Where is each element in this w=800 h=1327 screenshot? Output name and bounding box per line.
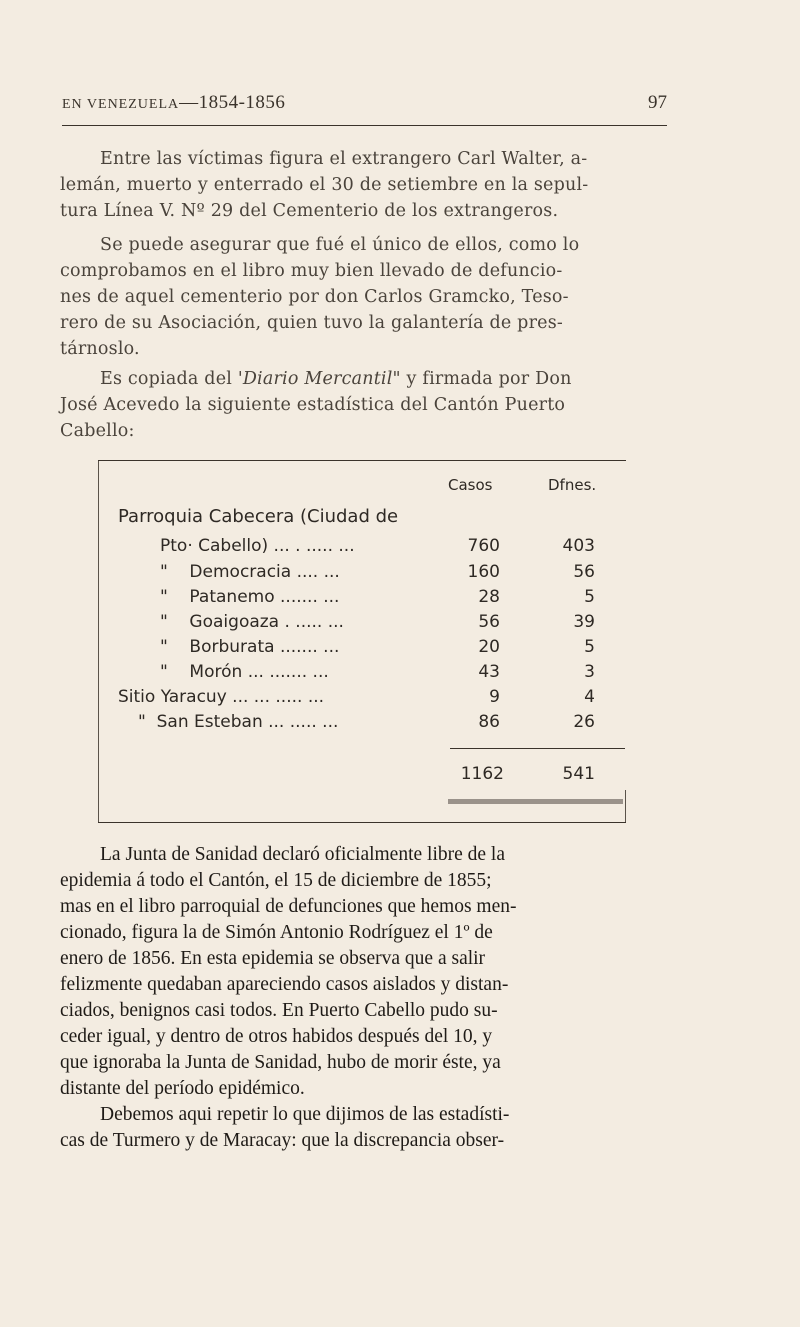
- text-line: cas de Turmero y de Maracay: que la discrepancia obser-: [60, 1130, 505, 1151]
- table-row-label: " Goaigoaza . ..... ...: [160, 612, 344, 632]
- text-line: que ignoraba la Junta de Sanidad, hubo de morir éste, ya: [60, 1052, 501, 1073]
- running-head-years: —1854-1856: [179, 92, 286, 113]
- table-top-rule: [98, 460, 626, 461]
- page-number: 97: [648, 92, 667, 113]
- table-right-edge: [625, 790, 626, 823]
- text-line: cionado, figura la de Simón Antonio Rodríguez el 1º de: [60, 922, 493, 943]
- table-cell-dfnes: 4: [584, 687, 595, 707]
- table-row-label: " San Esteban ... ..... ...: [138, 712, 339, 732]
- newspaper-title: 'Diario Mercantil": [237, 369, 401, 389]
- text-line: José Acevedo la siguiente estadística del Cantón Puerto: [60, 395, 566, 415]
- text-line: tura Línea V. Nº 29 del Cementerio de los extrangeros.: [60, 201, 559, 221]
- table-row-label: " Patanemo ....... ...: [160, 587, 340, 607]
- table-group-heading: Parroquia Cabecera (Ciudad de: [118, 506, 399, 527]
- text-line: Cabello:: [60, 421, 135, 441]
- table-row-label: " Borburata ....... ...: [160, 637, 340, 657]
- paragraph-diario: [60, 366, 670, 444]
- running-head-title: [62, 92, 285, 114]
- text-line: La Junta de Sanidad declaró oficialmente libre de la: [100, 844, 505, 865]
- text-line: enero de 1856. En esta epidemia se observa que a salir: [60, 948, 486, 969]
- table-row-label: Pto· Cabello) ... . ..... ...: [160, 536, 355, 556]
- text-line: Se puede asegurar que fué el único de ellos, como lo: [100, 235, 580, 255]
- table-cell-dfnes: 26: [573, 712, 595, 732]
- table-cell-dfnes: 5: [584, 587, 595, 607]
- paragraph-cemetery: [60, 232, 670, 362]
- table-total-casos: 1162: [460, 764, 504, 784]
- paragraph-junta: [60, 842, 675, 1102]
- table-row-label: Sitio Yaracuy ... ... ..... ...: [118, 687, 325, 707]
- table-cell-dfnes: 56: [573, 562, 595, 582]
- table-cell-dfnes: 39: [573, 612, 595, 632]
- text-line: Debemos aqui repetir lo que dijimos de las estadísti-: [100, 1104, 510, 1125]
- table-row-label: " Morón ... ....... ...: [160, 662, 329, 682]
- column-header-dfnes: Dfnes.: [548, 476, 597, 494]
- table-cell-casos: 160: [467, 562, 500, 582]
- text-run: y firmada por Don: [400, 369, 572, 389]
- table-cell-dfnes: 5: [584, 637, 595, 657]
- table-sum-rule: [450, 748, 625, 749]
- table-cell-casos: 43: [478, 662, 500, 682]
- table-cell-casos: 9: [489, 687, 500, 707]
- table-cell-casos: 28: [478, 587, 500, 607]
- text-line: ceder igual, y dentro de otros habidos después del 10, y: [60, 1026, 493, 1047]
- ink-smudge: [448, 799, 623, 804]
- table-cell-casos: 20: [478, 637, 500, 657]
- table-total-dfnes: 541: [562, 764, 595, 784]
- paragraph-walter: [60, 146, 670, 224]
- text-run: Es copiada del: [100, 369, 238, 389]
- text-line: mas en el libro parroquial de defunciones que hemos men-: [60, 896, 517, 917]
- text-line: Entre las víctimas figura el extrangero Carl Walter, a-: [100, 149, 588, 169]
- text-line: ciados, benignos casi todos. En Puerto Cabello pudo su-: [60, 1000, 498, 1021]
- text-line: epidemia á todo el Cantón, el 15 de diciembre de 1855;: [60, 870, 492, 891]
- table-bottom-rule: [98, 822, 626, 823]
- header-rule: [62, 125, 667, 126]
- table-cell-dfnes: 403: [562, 536, 595, 556]
- table-cell-casos: 760: [467, 536, 500, 556]
- paragraph-turmero: [60, 1102, 675, 1154]
- text-line: nes de aquel cementerio por don Carlos Gramcko, Teso-: [60, 287, 569, 307]
- column-header-casos: Casos: [448, 476, 493, 494]
- table-row-label: " Democracia .... ...: [160, 562, 340, 582]
- text-line: felizmente quedaban apareciendo casos aislados y distan-: [60, 974, 509, 995]
- table-cell-dfnes: 3: [584, 662, 595, 682]
- table-cell-casos: 56: [478, 612, 500, 632]
- text-line: lemán, muerto y enterrado el 30 de setiembre en la sepul-: [60, 175, 589, 195]
- text-line: [60, 366, 670, 392]
- text-line: rero de su Asociación, quien tuvo la galantería de pres-: [60, 313, 564, 333]
- running-head-prefix: EN VENEZUELA: [62, 97, 180, 112]
- table-cell-casos: 86: [478, 712, 500, 732]
- text-line: comprobamos en el libro muy bien llevado de defuncio-: [60, 261, 563, 281]
- text-line: tárnoslo.: [60, 339, 140, 359]
- text-line: distante del período epidémico.: [60, 1078, 305, 1099]
